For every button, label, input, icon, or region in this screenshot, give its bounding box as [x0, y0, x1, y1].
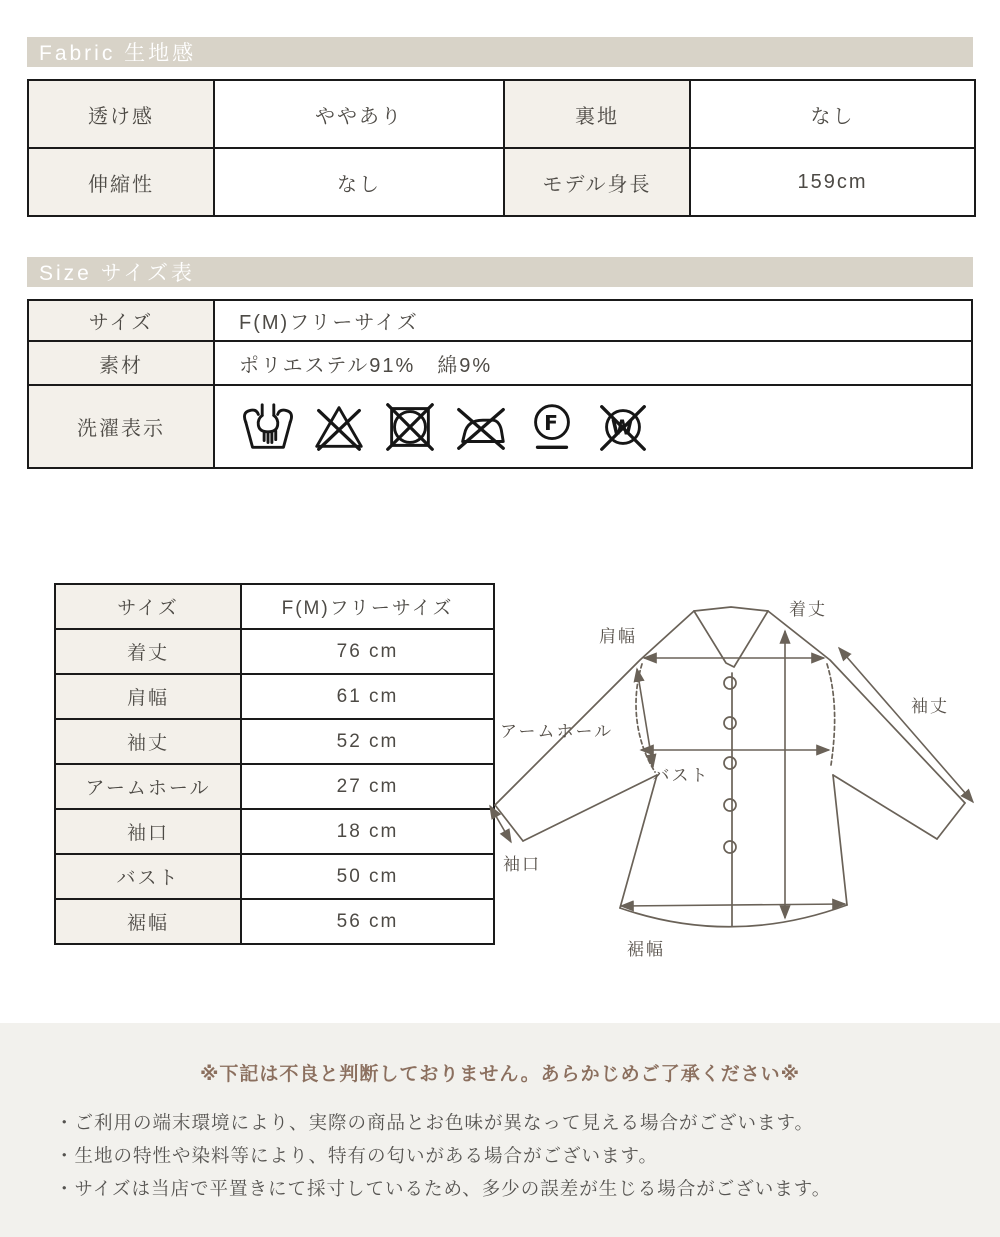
size-measure-area — [0, 565, 1000, 995]
notes-section — [0, 1023, 1000, 1237]
do-not-tumble-dry-icon — [381, 398, 439, 456]
measure-row-cuff — [55, 809, 494, 854]
note-item-odor: ・生地の特性や染料等により、特有の匂いがある場合がございます。 — [55, 1145, 659, 1166]
fabric-label-model-height: モデル身長 — [504, 148, 690, 216]
measure-label: 肩幅 — [55, 674, 241, 719]
fabric-table-row — [28, 148, 975, 216]
measure-value: 50 cm — [241, 854, 494, 899]
do-not-iron-icon — [452, 398, 510, 456]
measure-row-length — [55, 629, 494, 674]
shirt-outline — [495, 607, 965, 927]
measure-value: 61 cm — [241, 674, 494, 719]
do-not-bleach-icon — [310, 398, 368, 456]
care-label: 洗濯表示 — [28, 385, 214, 468]
measure-header-value: F(M)フリーサイズ — [241, 584, 494, 629]
diagram-label-armhole: アームホール — [500, 722, 614, 741]
measure-row-sleeve — [55, 719, 494, 764]
svg-text:F: F — [544, 410, 560, 435]
hand-wash-icon — [239, 398, 297, 456]
fabric-label-sheerness: 透け感 — [28, 80, 214, 148]
measure-value: 27 cm — [241, 764, 494, 809]
measure-row-armhole — [55, 764, 494, 809]
measure-label: 着丈 — [55, 629, 241, 674]
measure-header-row — [55, 584, 494, 629]
measure-label: 袖口 — [55, 809, 241, 854]
measure-row-hem — [55, 899, 494, 944]
fabric-section-title: Fabric 生地感 — [39, 42, 197, 65]
fabric-section-header — [27, 37, 973, 67]
care-row — [28, 385, 972, 468]
fabric-table — [27, 79, 976, 217]
diagram-label-sleeve: 袖丈 — [911, 697, 949, 716]
measure-label: 裾幅 — [55, 899, 241, 944]
note-item-color: ・ご利用の端末環境により、実際の商品とお色味が異なって見える場合がございます。 — [55, 1112, 815, 1133]
notes-heading: ※下記は不良と判断しておりません。あらかじめご了承ください※ — [199, 1064, 801, 1085]
note-item-measurement: ・サイズは当店で平置きにて採寸しているため、多少の誤差が生じる場合がございます。 — [55, 1178, 832, 1199]
measure-row-bust — [55, 854, 494, 899]
svg-text:W: W — [610, 415, 636, 440]
material-value: ポリエステル91% 綿9% — [214, 341, 972, 385]
measure-row-shoulder — [55, 674, 494, 719]
fabric-table-row — [28, 80, 975, 148]
fabric-value-model-height: 159cm — [690, 148, 975, 216]
diagram-label-hem: 裾幅 — [627, 940, 665, 959]
size-info-table — [27, 299, 973, 469]
size-section-header — [27, 257, 973, 287]
measure-label: アームホール — [55, 764, 241, 809]
measure-header-label: サイズ — [55, 584, 241, 629]
measure-value: 52 cm — [241, 719, 494, 764]
diagram-label-bust: バスト — [652, 766, 710, 785]
diagram-label-shoulder: 肩幅 — [599, 627, 637, 646]
fabric-value-stretch: なし — [214, 148, 504, 216]
fabric-label-stretch: 伸縮性 — [28, 148, 214, 216]
dry-clean-gentle-icon — [523, 398, 581, 456]
measure-value: 76 cm — [241, 629, 494, 674]
diagram-label-length: 着丈 — [789, 600, 827, 619]
size-info-row — [28, 341, 972, 385]
diagram-label-cuff: 袖口 — [503, 855, 541, 874]
measure-label: バスト — [55, 854, 241, 899]
material-label: 素材 — [28, 341, 214, 385]
measurement-table — [54, 583, 495, 945]
fabric-value-sheerness: ややあり — [214, 80, 504, 148]
size-value: F(M)フリーサイズ — [214, 300, 972, 341]
size-info-row — [28, 300, 972, 341]
size-label: サイズ — [28, 300, 214, 341]
garment-diagram — [478, 565, 1000, 985]
size-section-title: Size サイズ表 — [39, 262, 196, 285]
fabric-value-lining: なし — [690, 80, 975, 148]
fabric-label-lining: 裏地 — [504, 80, 690, 148]
do-not-wet-clean-icon — [594, 398, 652, 456]
care-symbols — [239, 398, 971, 456]
measure-value: 56 cm — [241, 899, 494, 944]
measure-value: 18 cm — [241, 809, 494, 854]
product-info-page — [0, 37, 1000, 1237]
measure-label: 袖丈 — [55, 719, 241, 764]
